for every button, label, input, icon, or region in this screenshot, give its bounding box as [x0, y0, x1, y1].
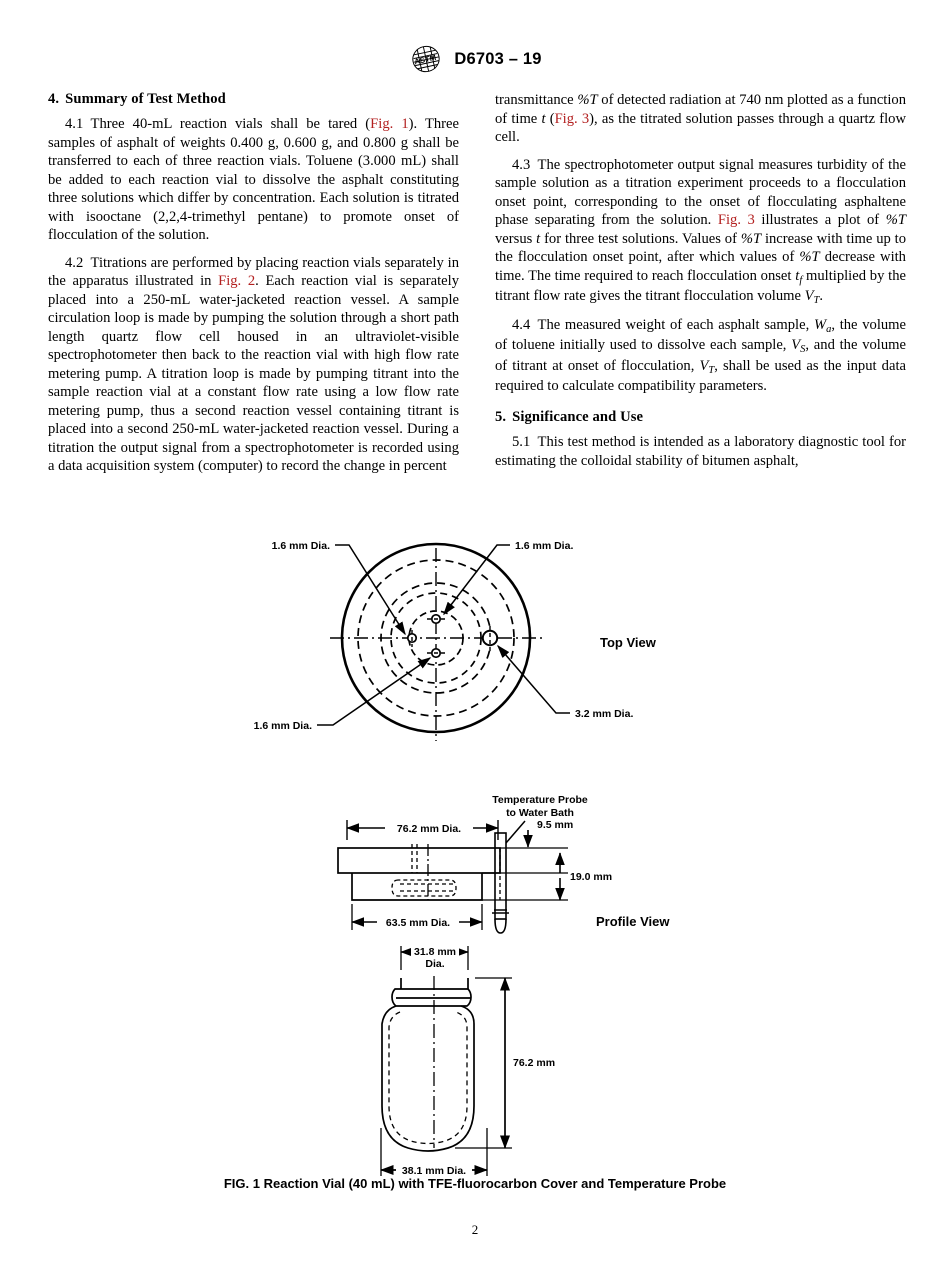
section-title: Significance and Use	[512, 409, 644, 426]
right-column	[495, 91, 906, 476]
astm-logo-icon	[408, 44, 444, 74]
vial-outline	[382, 978, 474, 1151]
text-run: a	[826, 323, 832, 335]
text-run: (	[545, 110, 555, 127]
top-view-drawing	[254, 540, 657, 741]
figure-1-graphic	[0, 528, 950, 1228]
paragraph-number: 4.2	[65, 254, 91, 271]
dim-label-9p5: 9.5 mm	[537, 819, 574, 831]
text-run: t	[536, 230, 541, 247]
text-run: The measured weight of each asphalt sample,	[537, 317, 814, 334]
figure-caption: FIG. 1 Reaction Vial (40 mL) with TFE-fluorocarbon Cover and Temperature Probe	[223, 1176, 727, 1191]
text-run: . Each reaction vial is separately placed into a 250-mL water-jacketed reaction vessel. A sample circulation loop is made by pumping the solution through a short path length quartz flow cell housed in an ultraviolet-visible spectrophotometer then back to the reaction vial with high flow rate metering pump. A titration loop is made by pumping titrant into the sample reaction vial at a constant flow rate using a low flow rate metering pump, thus a second reaction vessel containing titrant is placed into a second 250-mL water-jacketed reaction vessel. During a titration the output signal from a spectrophotometer is recorded using a data acquisition system (computer) to record the change in percent	[48, 273, 460, 474]
text-run: W	[813, 317, 827, 334]
text-run: t	[795, 267, 800, 284]
section-heading-4	[48, 91, 459, 108]
section-title: Summary of Test Method	[65, 91, 226, 107]
text-run: The spectrophotometer output signal measures turbidity of the sample solution as a titration experiment proceeds to a flocculation onset point, corresponding to the onset of flocculating asphaltene phase separating from the solution.	[495, 156, 906, 228]
text-run: .	[819, 287, 824, 304]
text-run: versus	[495, 230, 537, 247]
hole-group	[408, 615, 497, 657]
paragraph-number: 5.1	[512, 434, 538, 451]
text-run: Three 40-mL reaction vials shall be tared (	[90, 116, 371, 132]
text-run: ), as the titrated solution passes through a quartz flow cell.	[495, 110, 906, 145]
bottom-left-callout-label: 1.6 mm Dia.	[253, 720, 312, 732]
profile-view-label: Profile View	[596, 914, 670, 929]
text-run: of detected radiation at 740 nm plotted as a function of time	[495, 92, 906, 127]
text-run: Fig. 1	[370, 116, 409, 132]
paragraph-number: 4.1	[65, 116, 91, 132]
paragraph-number: 4.4	[512, 317, 538, 334]
text-run: f	[799, 274, 803, 286]
text-run: for three test solutions. Values of	[540, 230, 741, 247]
leader-top-right	[444, 545, 510, 614]
article-columns	[48, 91, 906, 476]
text-run: V	[791, 337, 801, 354]
text-run: T	[708, 364, 715, 376]
text-run: , the volume of toluene initially used to dissolve each sample,	[495, 317, 906, 354]
text-run: , and the volume of titrant at onset of flocculation,	[495, 337, 906, 374]
text-run: %T	[740, 230, 762, 247]
page-number: 2	[471, 1222, 479, 1237]
text-run: t	[541, 110, 546, 127]
paragraph-4-4	[495, 316, 906, 395]
paragraph-number: 4.3	[512, 156, 538, 173]
text-run: Titrations are performed by placing reaction vials separately in the apparatus illustrated in	[48, 254, 459, 289]
bottom-right-callout-label: 3.2 mm Dia.	[575, 708, 634, 720]
paragraph-4-1	[48, 115, 459, 245]
text-run: multiplied by the titrant flow rate gives the titrant flocculation volume	[495, 267, 906, 304]
cover-side-view-drawing	[338, 794, 612, 933]
text-run: ). Three samples of asphalt of weights 0.400 g, 0.600 g, and 0.800 g shall be transferred to each of three reaction vials. Toluene (3.000 mL) shall be added to each reaction vial to dissolve the asphalt constituting three solutions which differ by concentration. Each solution is titrated with isooctane (2,2,4-trimethyl pentane) to promote onset of flocculation of the solution.	[48, 116, 459, 243]
text-run: %T	[799, 249, 820, 265]
paragraph-4-2	[48, 254, 459, 476]
text-run: illustrates a plot of	[754, 212, 886, 228]
cover-internal-detail	[392, 844, 456, 896]
dim-label-63p5: 63.5 mm Dia.	[385, 917, 451, 929]
top-right-callout-label: 1.6 mm Dia.	[515, 540, 574, 552]
standard-designation: D6703 – 19	[454, 49, 542, 68]
text-run: %T	[577, 92, 598, 108]
text-run: decrease with time. The time required to reach flocculation onset	[495, 249, 906, 284]
left-column	[48, 91, 459, 476]
dim-label-38p1: 38.1 mm Dia.	[401, 1165, 467, 1177]
text-run: transmittance	[495, 92, 578, 108]
leader-bottom-right	[498, 646, 570, 713]
text-run: V	[804, 287, 814, 304]
text-run: V	[699, 357, 709, 374]
text-run: This test method is intended as a laboratory diagnostic tool for estimating the colloidal stability of bitumen asphalt,	[495, 434, 906, 469]
leader-bottom-left	[317, 658, 430, 725]
text-run: Fig. 3	[717, 212, 755, 228]
probe-label-line2: to Water Bath	[506, 807, 574, 819]
text-run: %T	[885, 212, 907, 228]
section-number: 5.	[495, 409, 507, 426]
page-header	[0, 44, 950, 74]
text-run: , shall be used as the input data required to calculate compatibility parameters.	[495, 357, 906, 394]
text-run: S	[800, 344, 806, 356]
cover-lower-plug	[352, 873, 482, 900]
paragraph-5-1	[495, 433, 906, 470]
top-left-callout-label: 1.6 mm Dia.	[271, 540, 330, 552]
text-run: increase with time up to the flocculation onset point, after which values of	[495, 230, 906, 265]
probe-label-line1: Temperature Probe	[492, 794, 588, 806]
dim-label-31p8-line1: 31.8 mm	[413, 946, 457, 958]
vial-inner-wall	[389, 1012, 467, 1144]
text-run: Fig. 2	[218, 273, 256, 289]
dim-label-76p2: 76.2 mm Dia.	[396, 823, 462, 835]
paragraph-continued	[495, 91, 906, 147]
svg-text:ASTM: ASTM	[413, 52, 438, 67]
cover-top-plate	[338, 848, 500, 873]
dim-label-31p8-line2: Dia.	[425, 958, 445, 970]
profile-view-drawing	[381, 914, 670, 1177]
dim-label-19: 19.0 mm	[570, 871, 613, 883]
text-run: Fig. 3	[554, 110, 590, 127]
text-run: T	[813, 294, 820, 306]
probe-leader-line	[506, 821, 525, 843]
paragraph-4-3	[495, 156, 906, 308]
section-heading-5	[495, 409, 906, 426]
section-number: 4.	[48, 91, 60, 107]
top-view-label: Top View	[600, 635, 656, 650]
dim-label-76p2-height: 76.2 mm	[513, 1057, 556, 1069]
